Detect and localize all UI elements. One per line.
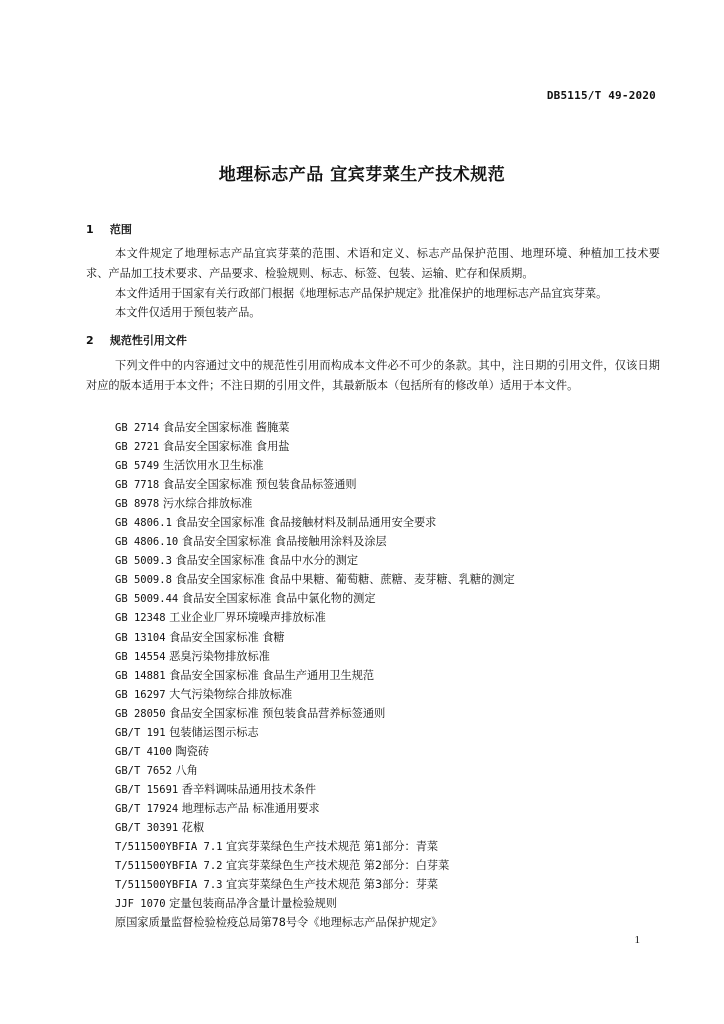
section-number: 1 [86,223,94,236]
reference-item [115,437,515,456]
reference-code: GB 4806.1 [115,517,172,530]
reference-item [115,647,515,666]
reference-title: 地理标志产品 标准通用要求 [181,801,320,815]
reference-title: 污水综合排放标准 [162,497,253,511]
reference-item [115,551,515,570]
reference-title: 食品安全国家标准 预包装食品营养标签通则 [169,706,386,720]
paragraph: 本文件适用于国家有关行政部门根据《地理标志产品保护规定》批准保护的地理标志产品宜宾芽菜。 [115,287,608,300]
reference-code: GB/T 15691 [115,783,179,796]
reference-title: 香辛料调味品通用技术条件 [181,782,317,796]
reference-title: 宜宾芽菜绿色生产技术规范 第1部分：青菜 [226,840,439,854]
reference-title: 食品安全国家标准 食品接触材料及制品通用安全要求 [175,516,437,530]
reference-item [115,666,515,685]
paragraph: 本文件仅适用于预包装产品。 [115,306,261,319]
reference-code: GB 28050 [115,707,166,720]
reference-code: GB 2721 [115,441,160,454]
reference-title: 食品安全国家标准 食品中果糖、葡萄糖、蔗糖、麦芽糖、乳糖的测定 [175,573,515,587]
reference-code: T/511500YBFIA 7.3 [115,879,223,892]
reference-title: 陶瓷砖 [175,744,210,758]
reference-code: GB 14881 [115,669,166,682]
reference-title: 食品安全国家标准 食品生产通用卫生规范 [169,668,375,682]
reference-item [115,837,515,856]
reference-code: GB 14554 [115,650,166,663]
reference-item [115,532,515,551]
reference-item [115,818,515,837]
reference-title: 定量包装商品净含量计量检验规则 [169,897,337,911]
reference-code: JJF 1070 [115,898,166,911]
reference-code: GB 13104 [115,631,166,644]
reference-code: T/511500YBFIA 7.2 [115,860,223,873]
reference-title: 宜宾芽菜绿色生产技术规范 第2部分：白芽菜 [226,859,450,873]
reference-item [115,875,515,894]
reference-code: GB 5009.3 [115,555,172,568]
paragraph: 下列文件中的内容通过文中的规范性引用而构成本文件必不可少的条款。其中，注日期的引用文件，仅该日期对应的版本适用于本文件；不注日期的引用文件，其最新版本（包括所有的修改单）适用于本文件。 [86,359,660,392]
reference-title: 生活饮用水卫生标准 [162,459,264,473]
reference-list [115,418,515,932]
reference-title: 食品安全国家标准 酱腌菜 [162,421,290,434]
reference-item [115,799,515,818]
reference-item [115,589,515,608]
reference-code: GB/T 4100 [115,745,172,758]
reference-code: GB 8978 [115,498,160,511]
document-code: DB5115/T 49-2020 [546,89,656,102]
reference-item [115,494,515,513]
reference-code: GB/T 30391 [115,821,179,834]
section-heading-text: 范围 [109,223,132,236]
reference-item [115,475,515,494]
reference-title: 食品安全国家标准 食糖 [169,630,285,644]
reference-item [115,742,515,761]
section-heading [86,221,132,237]
reference-title: 食品安全国家标准 预包装食品标签通则 [162,478,357,492]
reference-title: 恶臭污染物排放标准 [169,649,270,663]
reference-code: GB 5009.8 [115,574,172,587]
reference-item [115,856,515,875]
reference-title: 花椒 [181,820,205,834]
reference-item [115,894,515,913]
reference-item [115,780,515,799]
reference-title: 工业企业厂界环境噪声排放标准 [169,611,326,625]
reference-code: GB 2714 [115,422,160,434]
reference-title: 大气污染物综合排放标准 [169,687,293,701]
reference-item [115,761,515,780]
paragraph: 本文件规定了地理标志产品宜宾芽菜的范围、术语和定义、标志产品保护范围、地理环境、种植加工技术要求、产品加工技术要求、产品要求、检验规则、标志、标签、包装、运输、贮存和保质期。 [86,247,660,280]
reference-code: T/511500YBFIA 7.1 [115,841,223,854]
reference-item [115,608,515,627]
reference-title: 食品安全国家标准 食品中氯化物的测定 [181,592,376,606]
reference-code: GB 5749 [115,460,160,473]
reference-code: GB 16297 [115,688,166,701]
reference-code: GB 12348 [115,612,166,625]
reference-code: GB 7718 [115,479,160,492]
reference-title: 包装储运图示标志 [169,725,259,739]
reference-item [115,628,515,647]
section-heading-text: 规范性引用文件 [109,334,187,347]
reference-code: GB/T 17924 [115,802,179,815]
page-number: 1 [634,934,640,946]
reference-title: 宜宾芽菜绿色生产技术规范 第3部分：芽菜 [226,878,439,892]
reference-code: GB/T 7652 [115,764,172,777]
reference-title: 食品安全国家标准 食品接触用涂料及涂层 [181,535,387,549]
reference-code: GB 4806.10 [115,536,179,549]
reference-title: 八角 [175,763,198,777]
reference-item [115,456,515,475]
reference-title: 食品安全国家标准 食用盐 [162,440,290,454]
reference-item [115,418,515,437]
section-heading [86,332,187,348]
reference-item [115,704,515,723]
reference-item [115,685,515,704]
document-title: 地理标志产品 宜宾芽菜生产技术规范 [218,165,506,185]
section-number: 2 [86,334,94,347]
reference-item [115,913,515,932]
reference-item [115,513,515,532]
reference-title: 原国家质量监督检验检疫总局第78号令《地理标志产品保护规定》 [115,916,443,930]
reference-item [115,570,515,589]
reference-title: 食品安全国家标准 食品中水分的测定 [175,554,359,568]
reference-code: GB 5009.44 [115,593,179,606]
reference-item [115,723,515,742]
reference-code: GB/T 191 [115,726,166,739]
